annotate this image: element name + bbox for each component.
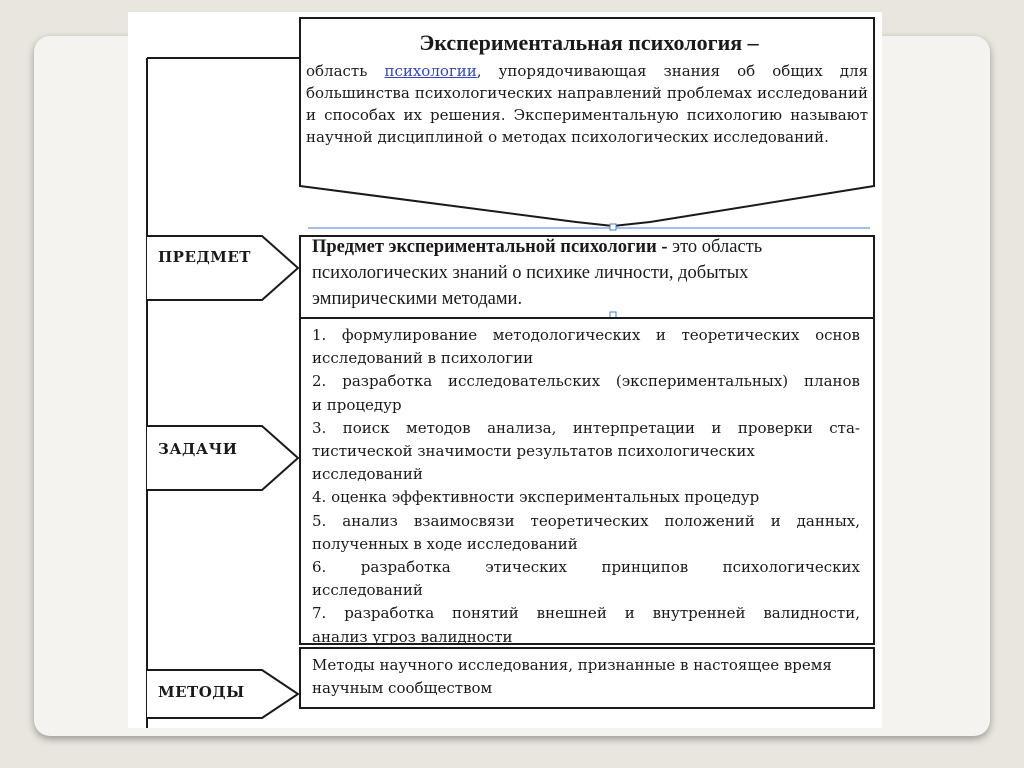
task-line: 1. формулирование методологических и теоретических основ [312, 326, 860, 344]
methods-label: МЕТОДЫ [158, 683, 245, 701]
task-item [312, 417, 860, 463]
task-line: и процедур [312, 395, 402, 414]
task-line: анализ угроз валидности [312, 627, 513, 646]
task-line: тистической значимости результатов психологических [312, 442, 755, 461]
task-line: 7. разработка понятий внешней и внутренней валидности, [312, 604, 860, 623]
task-line: исследований [312, 581, 423, 600]
subject-label-arrow [147, 236, 298, 300]
task-item [312, 602, 860, 648]
tasks-list [312, 324, 860, 649]
definition-text-start: область [306, 62, 385, 80]
methods-text: Методы научного исследования, признанные в настоящее время научным сообществом [312, 656, 832, 697]
definition-text [306, 60, 868, 148]
subject-text-bold: Предмет экспериментальной психологии - [312, 237, 668, 257]
task-item [312, 556, 860, 602]
psychology-link[interactable]: психологии [384, 62, 477, 80]
task-item [312, 510, 860, 556]
task-line: 6. разработка этических принципов психологических [312, 558, 860, 577]
task-line: 5. анализ взаимосвязи теоретических положений и данных, [312, 511, 860, 530]
task-item [312, 324, 860, 370]
task-item [312, 486, 860, 509]
subject-text-rest: это область психологических знаний о психике личности, добытых эмпирическими методами. [312, 237, 763, 309]
tasks-label: ЗАДАЧИ [158, 440, 238, 458]
tasks-label-arrow [147, 426, 298, 490]
task-item [312, 370, 860, 416]
task-line: исследований в психологии [312, 349, 534, 368]
task-line: 3. поиск методов анализа, интерпретации и проверки ста- [312, 418, 860, 437]
task-line: полученных в ходе исследований [312, 534, 578, 553]
subject-text [312, 234, 872, 312]
definition-text-rest: , упорядочивающая знания об общих для большинства психологических направлений проблемах исследований и способах их решения. Экспериментальную психологию называют научной дисциплиной о методах психологических исследований. [306, 62, 868, 146]
task-line: 4. оценка эффективности экспериментальных процедур [312, 488, 760, 507]
task-item [312, 463, 860, 486]
subject-label: ПРЕДМЕТ [158, 248, 251, 266]
definition-title: Экспериментальная психология – [419, 30, 759, 55]
task-line: 2. разработка исследовательских (экспериментальных) планов [312, 372, 860, 391]
task-line: исследований [312, 465, 423, 484]
selection-handle [610, 224, 616, 230]
